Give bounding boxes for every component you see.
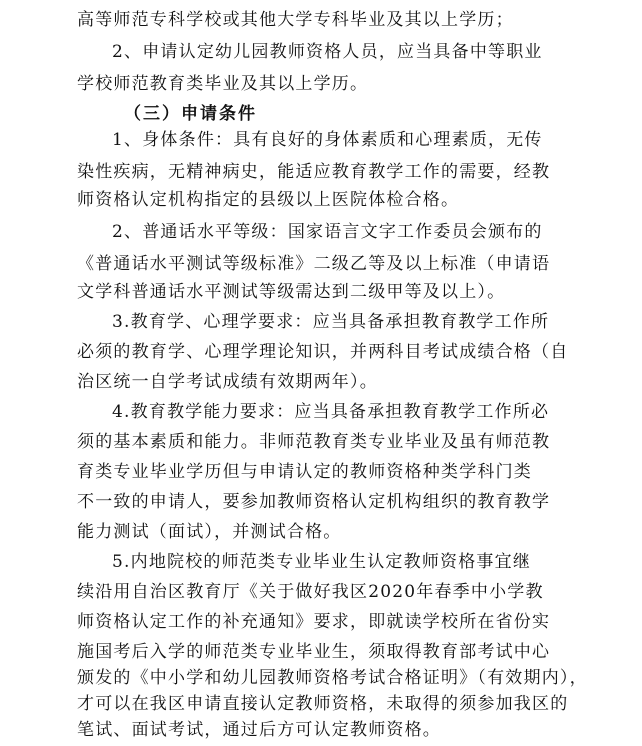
text-line-20: 续沿用自治区教育厅《关于做好我区2020年春季中小学教	[77, 582, 544, 602]
text-line-18: 能力测试（面试），并测试合格。	[77, 522, 342, 542]
text-line-3: 学校师范教育类毕业及其以上学历。	[77, 74, 369, 94]
text-line-13: 治区统一自学考试成绩有效期两年）。	[77, 372, 378, 392]
text-line-7: 师资格认定机构指定的县级以上医院体检合格。	[77, 190, 460, 210]
text-line-8: 2、普通话水平等级：国家语言文字工作委员会颁布的	[112, 222, 543, 242]
text-line-12: 必须的教育学、心理学理论知识，并两科目考试成绩合格（自	[77, 342, 569, 362]
text-line-14: 4.教育教学能力要求：应当具备承担教育教学工作所必	[112, 402, 550, 422]
section-heading: （三）申请条件	[124, 104, 257, 124]
text-line-10: 文学科普通话水平测试等级需达到二级甲等及以上）。	[77, 282, 506, 302]
text-line-11: 3.教育学、心理学要求：应当具备承担教育教学工作所	[112, 312, 550, 332]
text-line-22: 施国考后入学的师范类专业毕业生，须取得教育部考试中心	[77, 642, 551, 662]
text-line-1: 高等师范专科学校或其他大学专科毕业及其以上学历；	[77, 10, 514, 30]
text-line-15: 须的基本素质和能力。非师范教育类专业毕业及虽有师范教	[77, 432, 551, 452]
text-line-9: 《普通话水平测试等级标准》二级乙等及以上标准（申请语	[77, 254, 551, 274]
text-line-23: 颁发的《中小学和幼儿园教师资格考试合格证明》（有效期内），	[77, 668, 588, 688]
text-line-17: 不一致的申请人，要参加教师资格认定机构组织的教育教学	[77, 492, 551, 512]
text-line-6: 染性疾病，无精神病史，能适应教育教学工作的需要，经教	[77, 162, 551, 182]
text-line-25: 笔试、面试考试，通过后方可认定教师资格。	[77, 720, 441, 740]
text-line-24: 才可以在我区申请直接认定教师资格，未取得的须参加我区的	[77, 694, 569, 714]
text-line-19: 5.内地院校的师范类专业毕业生认定教师资格事宜继	[112, 552, 532, 572]
text-line-16: 育类专业毕业学历但与申请认定的教师资格种类学科门类	[77, 462, 532, 482]
text-line-5: 1、身体条件：具有良好的身体素质和心理素质，无传	[112, 130, 543, 150]
text-line-2: 2、申请认定幼儿园教师资格人员，应当具备中等职业	[112, 42, 543, 62]
text-line-21: 师资格认定工作的补充通知》要求，即就读学校所在省份实	[77, 612, 551, 632]
